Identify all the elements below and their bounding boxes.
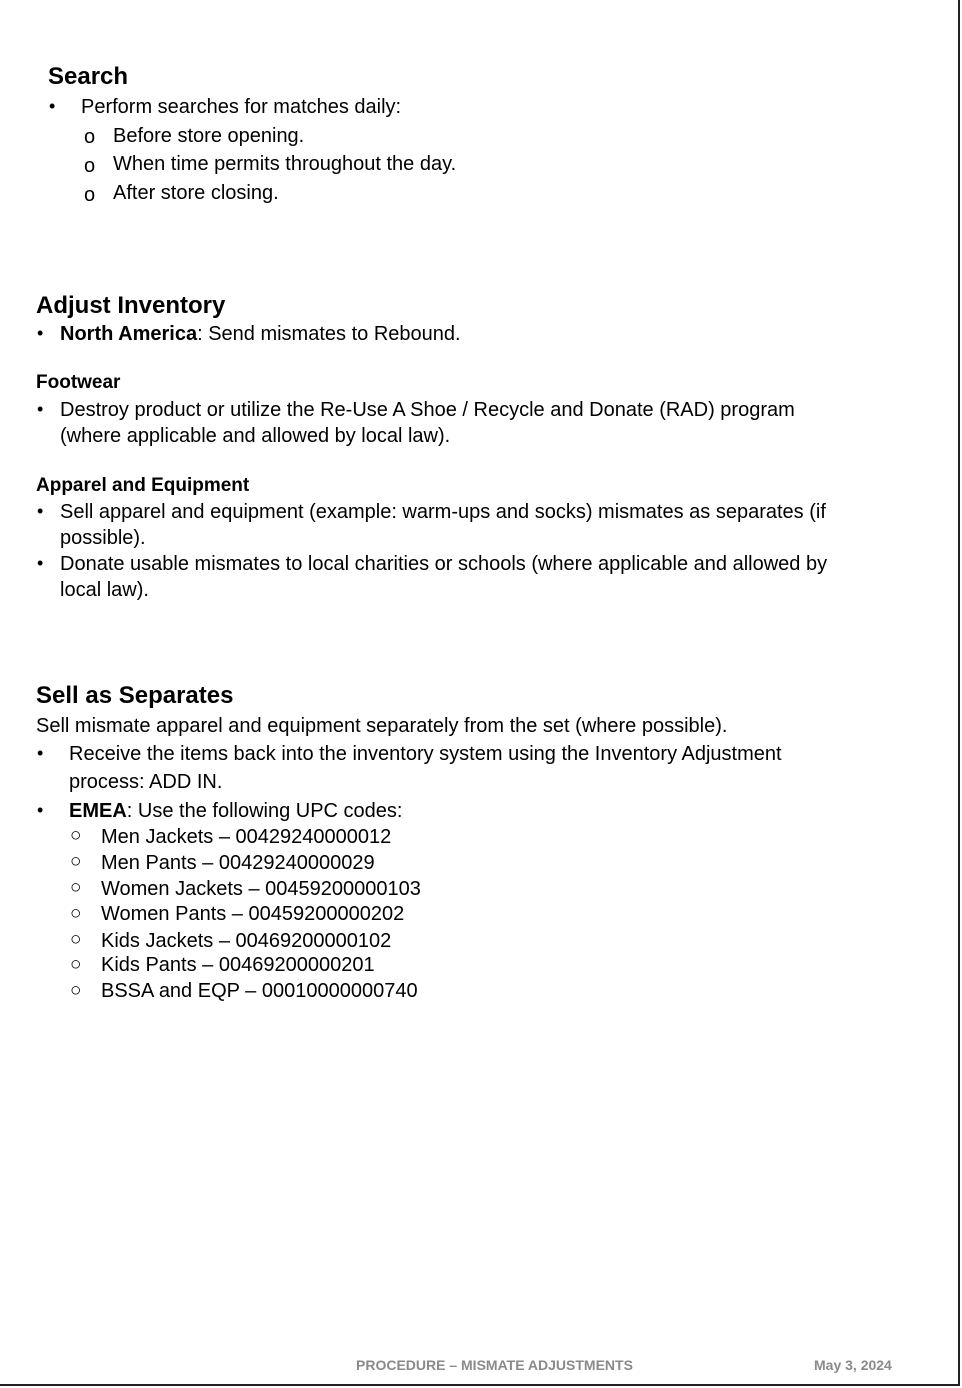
- receive-line1: Receive the items back into the inventory system using the Inventory Adjustment: [69, 743, 782, 765]
- footer-title: PROCEDURE – MISMATE ADJUSTMENTS: [356, 1357, 633, 1373]
- search-heading: Search: [48, 63, 129, 90]
- apparel-item2-line1: Donate usable mismates to local charities or schools (where applicable and allowed by: [60, 553, 828, 575]
- bullet-marker: •: [37, 743, 44, 763]
- emea-text: : Use the following UPC codes:: [126, 800, 403, 822]
- receive-line2: process: ADD IN.: [69, 771, 223, 793]
- upc-code-item: Kids Pants – 00469200000201: [101, 954, 375, 976]
- code-marker: ○: [70, 929, 82, 950]
- footwear-text-line1: Destroy product or utilize the Re-Use A Shoe / Recycle and Donate (RAD) program: [60, 399, 795, 421]
- code-marker: ○: [70, 877, 82, 898]
- bullet-marker: •: [37, 800, 44, 820]
- north-america-label: North America: [60, 323, 198, 345]
- upc-code-item: BSSA and EQP – 00010000000740: [101, 980, 418, 1002]
- search-intro: Perform searches for matches daily:: [81, 96, 402, 118]
- footwear-text-line2: (where applicable and allowed by local law).: [60, 425, 451, 447]
- upc-code-item: Men Jackets – 00429240000012: [101, 826, 392, 848]
- adjust-heading: Adjust Inventory: [36, 292, 226, 319]
- upc-code-item: Men Pants – 00429240000029: [101, 852, 375, 874]
- code-marker: ○: [70, 825, 82, 846]
- bullet-marker: •: [37, 501, 44, 521]
- code-marker: ○: [70, 903, 82, 924]
- bullet-marker: •: [37, 399, 44, 419]
- apparel-heading: Apparel and Equipment: [36, 475, 250, 496]
- sell-intro: Sell mismate apparel and equipment separately from the set (where possible).: [36, 715, 728, 737]
- sub-marker: o: [84, 155, 96, 177]
- code-marker: ○: [70, 954, 82, 975]
- bullet-marker: •: [37, 553, 44, 573]
- sell-heading: Sell as Separates: [36, 682, 234, 709]
- bullet-marker: •: [37, 323, 44, 343]
- search-item: Before store opening.: [113, 125, 305, 147]
- bullet-marker: •: [49, 96, 56, 116]
- upc-code-item: Women Jackets – 00459200000103: [101, 878, 421, 900]
- emea-item: [69, 798, 402, 824]
- sub-marker: o: [84, 184, 96, 206]
- upc-code-item: Kids Jackets – 00469200000102: [101, 930, 392, 952]
- emea-label: EMEA: [69, 800, 127, 822]
- code-marker: ○: [70, 980, 82, 1001]
- search-item: After store closing.: [113, 182, 279, 204]
- apparel-item1-line2: possible).: [60, 527, 146, 549]
- north-america-item: [60, 321, 461, 347]
- sub-marker: o: [84, 126, 96, 148]
- search-item: When time permits throughout the day.: [113, 153, 457, 175]
- apparel-item1-line1: Sell apparel and equipment (example: warm-ups and socks) mismates as separates (if: [60, 501, 826, 523]
- apparel-item2-line2: local law).: [60, 579, 149, 601]
- upc-code-item: Women Pants – 00459200000202: [101, 903, 405, 925]
- footer-date: May 3, 2024: [814, 1357, 892, 1373]
- footwear-heading: Footwear: [36, 372, 121, 393]
- north-america-text: : Send mismates to Rebound.: [197, 323, 461, 345]
- code-marker: ○: [70, 851, 82, 872]
